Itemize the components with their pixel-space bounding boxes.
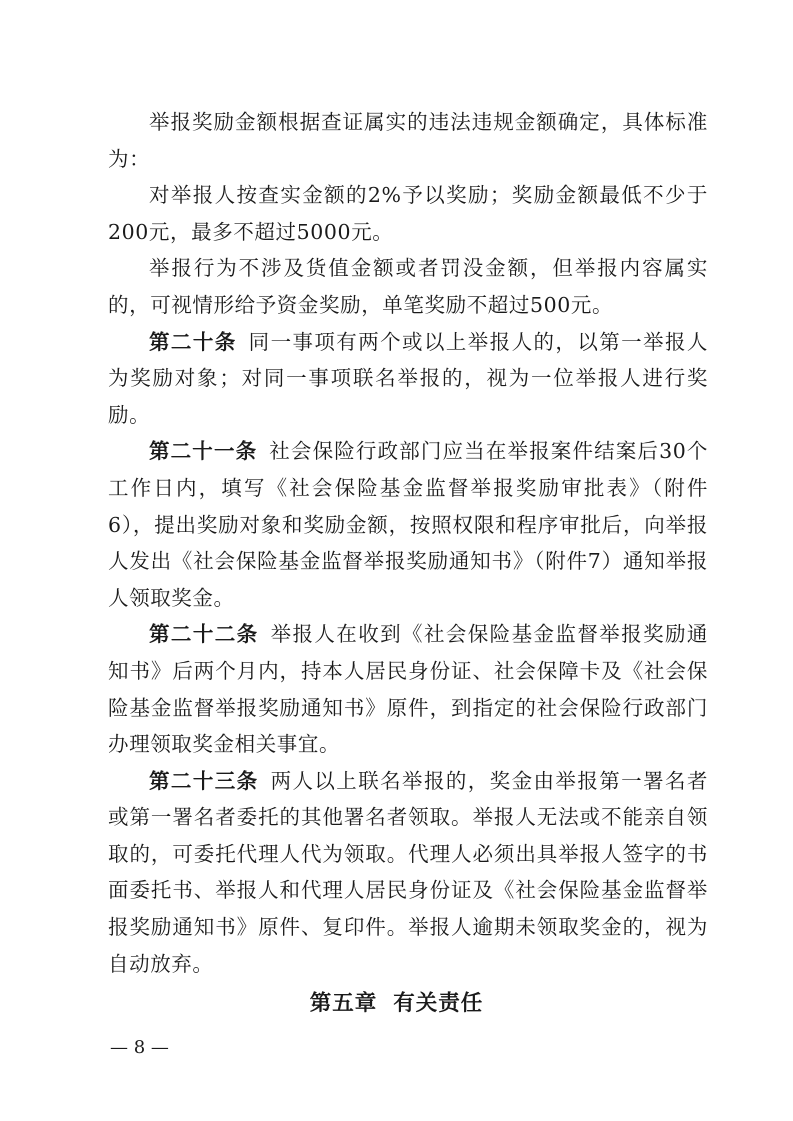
article-label: 第二十三条	[149, 768, 259, 793]
document-body	[108, 104, 708, 982]
article-label: 第二十条	[149, 329, 237, 354]
paragraph-reward-standard	[108, 104, 708, 177]
article-22	[108, 616, 708, 762]
article-text: 举报人在收到《社会保险基金监督举报奖励通知书》后两个月内，持本人居民身份证、社会保障卡及《社会保险基金监督举报奖励通知书》原件，到指定的社会保险行政部门办理领取奖金相关事宜。	[108, 622, 708, 757]
article-label: 第二十二条	[149, 622, 259, 647]
paragraph-text: 对举报人按查实金额的2%予以奖励；奖励金额最低不少于200元，最多不超过5000元。	[108, 183, 708, 244]
paragraph-text: 举报行为不涉及货值金额或者罚没金额，但举报内容属实的，可视情形给予资金奖励，单笔奖励不超过500元。	[108, 256, 708, 317]
paragraph-no-value-reward	[108, 250, 708, 323]
article-20	[108, 324, 708, 434]
article-text: 同一事项有两个或以上举报人的，以第一举报人为奖励对象；对同一事项联名举报的，视为一位举报人进行奖励。	[108, 329, 708, 427]
article-text: 社会保险行政部门应当在举报案件结案后30个工作日内，填写《社会保险基金监督举报奖励审批表》（附件6），提出奖励对象和奖励金额，按照权限和程序审批后，向举报人发出《社会保险基金监督举报奖励通知书》（附件7）通知举报人领取奖金。	[108, 439, 709, 610]
article-23	[108, 763, 708, 983]
article-21	[108, 433, 708, 616]
page-number: — 8 —	[110, 1037, 169, 1058]
article-text: 两人以上联名举报的，奖金由举报第一署名者或第一署名者委托的其他署名者领取。举报人无法或不能亲自领取的，可委托代理人代为领取。代理人必须出具举报人签字的书面委托书、举报人和代理人居民身份证及《社会保险基金监督举报奖励通知书》原件、复印件。举报人逾期未领取奖金的，视为自动放弃。	[108, 768, 708, 976]
chapter-title: 有关责任	[393, 991, 484, 1016]
chapter-heading	[0, 986, 793, 1017]
paragraph-text: 举报奖励金额根据查证属实的违法违规金额确定，具体标准为：	[108, 110, 708, 171]
article-label: 第二十一条	[149, 439, 258, 464]
chapter-number: 第五章	[309, 991, 378, 1016]
paragraph-reward-rate	[108, 177, 708, 250]
